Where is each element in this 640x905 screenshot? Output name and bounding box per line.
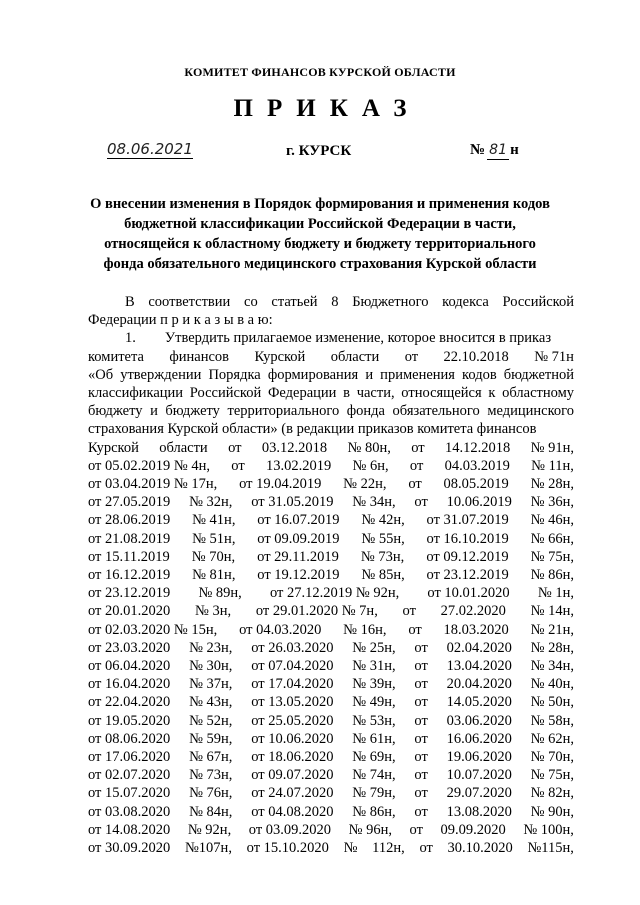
amendment-token: от 03.04.2019 № 17н,	[88, 476, 218, 493]
amendment-token: № 46н,	[530, 512, 574, 529]
amendment-token: 13.08.2020	[446, 803, 512, 820]
amendment-token: от	[411, 439, 425, 456]
amendment-token: от 15.07.2020	[88, 785, 171, 802]
amendment-token: от	[228, 439, 242, 456]
amendment-token: от	[408, 621, 422, 638]
amendment-token: от 10.01.2020	[427, 585, 510, 602]
amendment-token: от	[414, 712, 428, 729]
amendment-token: № 66н,	[530, 530, 574, 547]
amendment-token: от 25.05.2020	[251, 712, 334, 729]
amendment-token: от	[414, 694, 428, 711]
amendment-token: 16.06.2020	[446, 730, 512, 747]
amendment-token: № 14н,	[530, 603, 574, 620]
amendment-token: от 16.10.2019	[426, 530, 509, 547]
amendment-token: 13.02.2019	[265, 457, 332, 474]
amendment-token: от	[414, 494, 428, 511]
amendment-token: № 86н,	[530, 567, 574, 584]
amendment-token: № 21н,	[530, 621, 574, 638]
amendment-token: 10.06.2019	[446, 494, 512, 511]
amendment-token: от 27.05.2019	[88, 494, 171, 511]
amendment-token: № 75н,	[530, 548, 574, 565]
amendment-token: № 86н,	[352, 803, 396, 820]
amendment-token: № 81н,	[192, 567, 236, 584]
amendment-row	[88, 693, 574, 711]
amendment-token: № 100н,	[523, 821, 574, 838]
amendment-token: от 19.04.2019	[239, 476, 322, 493]
amendment-row	[88, 657, 574, 675]
amendment-token: № 11н,	[531, 457, 574, 474]
amendment-token: 27.02.2020	[440, 603, 506, 620]
amendment-token: № 22н,	[343, 476, 387, 493]
amendment-token: № 73н,	[189, 767, 233, 784]
city: г. КУРСК	[286, 143, 352, 159]
handwritten-number: 81	[487, 142, 509, 160]
amendment-row	[88, 784, 574, 802]
row-word: 22.10.2018	[443, 348, 509, 365]
amendment-token: № 16н,	[343, 621, 387, 638]
amendment-token: Курской	[88, 439, 139, 456]
amendment-row	[88, 766, 574, 784]
amendment-token: от 05.02.2019 № 4н,	[88, 457, 210, 474]
amendment-token: от 22.04.2020	[88, 694, 171, 711]
amendment-token: от 31.05.2019	[251, 494, 334, 511]
amendment-token: от 19.05.2020	[88, 712, 171, 729]
amendment-token: № 75н,	[530, 767, 574, 784]
amendment-token: от 23.12.2019	[426, 567, 509, 584]
amendment-token: № 53н,	[352, 712, 396, 729]
amendment-token: от	[231, 457, 245, 474]
amendment-token: от	[408, 476, 422, 493]
amendment-row	[88, 748, 574, 766]
amendment-token: № 28н,	[530, 476, 574, 493]
subject-line: относящейся к областному бюджету и бюджету территориального	[104, 236, 536, 252]
row-word: Курской	[254, 348, 306, 365]
amendment-token: № 39н,	[352, 676, 396, 693]
amendment-token: 30.10.2020	[447, 840, 513, 857]
amendment-token: № 79н,	[352, 785, 396, 802]
amendment-token: от 03.09.2020	[248, 821, 332, 838]
amendment-token: 09.09.2020	[440, 821, 506, 838]
amendment-row	[88, 584, 574, 602]
amendment-token: № 1н,	[537, 585, 574, 602]
amendment-row	[88, 839, 574, 857]
amendment-row	[88, 475, 574, 493]
order-number	[470, 142, 519, 160]
amendment-token: № 25н,	[352, 639, 396, 656]
amendment-token: от	[414, 767, 428, 784]
amendment-token: от 16.04.2020	[88, 676, 171, 693]
amendment-row	[88, 730, 574, 748]
amendment-token: от 14.08.2020	[88, 821, 171, 838]
amendment-token: от 02.03.2020 № 15н,	[88, 621, 218, 638]
amendment-token: 10.07.2020	[446, 767, 512, 784]
amendment-token: № 6н,	[352, 457, 389, 474]
amendment-token: № 91н,	[530, 439, 574, 456]
amendment-token: от 28.06.2019	[88, 512, 171, 529]
amendment-token: № 52н,	[189, 712, 233, 729]
amendment-token: 04.03.2019	[444, 457, 510, 474]
amendment-token: 03.06.2020	[446, 712, 512, 729]
amendment-row	[88, 439, 574, 457]
amendment-token: 13.04.2020	[446, 658, 512, 675]
amendment-token: от 20.01.2020	[88, 603, 171, 620]
order-subject	[80, 194, 560, 274]
amendment-token: № 73н,	[360, 548, 405, 565]
amendment-token: от 09.12.2019	[426, 548, 509, 565]
amendment-token: от 18.06.2020	[251, 749, 334, 766]
amendment-row	[88, 530, 574, 548]
amendment-token: 14.12.2018	[445, 439, 511, 456]
amendment-token: от 08.06.2020	[88, 730, 171, 747]
amendment-token: № 34н,	[530, 658, 574, 675]
amendment-token: от 09.07.2020	[251, 767, 334, 784]
amendment-token: от 23.12.2019	[88, 585, 171, 602]
amendment-token: № 96н,	[348, 821, 392, 838]
order-body	[88, 293, 574, 857]
amendment-token: № 74н,	[352, 767, 396, 784]
amendment-row	[88, 803, 574, 821]
row-word: финансов	[169, 348, 230, 365]
amendment-token: от	[409, 821, 423, 838]
amendment-token: от	[414, 749, 428, 766]
amendment-token: № 28н,	[530, 639, 574, 656]
amendment-row	[88, 639, 574, 657]
amendment-token: от 27.12.2019 № 92н,	[269, 585, 400, 602]
amendment-row	[88, 675, 574, 693]
amendment-token: № 67н,	[189, 749, 233, 766]
item-1-continuation: «Об утверждении Порядка формирования и применения кодов бюджетной классификации Российской Федерации в части, относящейся к областному бюджету и бюджету территориального фонда обязательного медицинского страхования Курской области» (в редакции приказов комитета финансов	[88, 366, 574, 438]
amendment-token: от	[419, 840, 433, 857]
order-date	[107, 141, 217, 159]
amendment-token: № 51н,	[192, 530, 236, 547]
justified-row	[88, 348, 574, 366]
amendment-token: № 89н,	[198, 585, 242, 602]
amendment-token: № 70н,	[530, 749, 574, 766]
amendment-token: № 41н,	[192, 512, 236, 529]
amendment-token: от 03.08.2020	[88, 803, 171, 820]
amendment-token: № 23н,	[189, 639, 233, 656]
amendment-token: 02.04.2020	[446, 639, 512, 656]
amendment-token: от 10.06.2020	[251, 730, 334, 747]
amendment-token: № 59н,	[189, 730, 233, 747]
amendment-token: № 43н,	[189, 694, 233, 711]
item-1-heading: 1. Утвердить прилагаемое изменение, которое вносится в приказ	[125, 330, 552, 347]
row-word: № 71н	[534, 348, 574, 365]
amendment-token: от 31.07.2019	[426, 512, 509, 529]
amendment-token: от 19.12.2019	[257, 567, 340, 584]
amendment-token: от 06.04.2020	[88, 658, 171, 675]
amendment-token: 08.05.2019	[443, 476, 509, 493]
amendment-token: № 85н,	[361, 567, 405, 584]
document-type-title: ПРИКАЗ	[233, 95, 421, 122]
amendment-token: от 21.08.2019	[88, 530, 171, 547]
amendment-token: от 26.03.2020	[251, 639, 334, 656]
amendment-token: от	[414, 676, 428, 693]
amendment-token: № 62н,	[530, 730, 574, 747]
amendment-token: от 07.04.2020	[251, 658, 334, 675]
amendment-token: от 23.03.2020	[88, 639, 171, 656]
amendment-token: № 40н,	[530, 676, 574, 693]
amendment-token: 03.12.2018	[261, 439, 328, 456]
amendment-token: 112н,	[372, 840, 405, 857]
amendment-token: № 80н,	[347, 439, 391, 456]
amendment-token: № 42н,	[361, 512, 405, 529]
amendment-token: от 16.12.2019	[88, 567, 171, 584]
amendment-token: от 16.07.2019	[257, 512, 340, 529]
amendment-token: № 50н,	[530, 694, 574, 711]
amendment-token: № 49н,	[352, 694, 396, 711]
subject-line: О внесении изменения в Порядок формирования и применения кодов	[90, 196, 550, 212]
row-word: от	[404, 348, 419, 365]
amendment-token: от 13.05.2020	[251, 694, 334, 711]
amendment-token: №107н,	[184, 840, 232, 857]
amendment-token: от 15.11.2019	[88, 548, 170, 565]
amendment-token: № 34н,	[352, 494, 396, 511]
amendment-token: № 90н,	[530, 803, 574, 820]
amendment-token: №115н,	[527, 840, 574, 857]
row-word: области	[330, 348, 380, 365]
committee-name: КОМИТЕТ ФИНАНСОВ КУРСКОЙ ОБЛАСТИ	[184, 65, 456, 79]
subject-line: фонда обязательного медицинского страхования Курской области	[103, 256, 537, 272]
amendment-token: от 04.08.2020	[251, 803, 334, 820]
amendment-row	[88, 457, 574, 475]
amendment-token: 19.06.2020	[446, 749, 512, 766]
amendment-token: № 76н,	[189, 785, 233, 802]
intro-paragraph: В соответствии со статьей 8 Бюджетного кодекса Российской Федерации п р и к а з ы в а ю:	[88, 294, 574, 329]
amendment-token: от 17.06.2020	[88, 749, 171, 766]
amendment-token: от	[414, 658, 428, 675]
amendment-list	[88, 439, 574, 858]
amendment-token: от 30.09.2020	[88, 840, 171, 857]
amendment-row	[88, 566, 574, 584]
amendment-token: № 92н,	[187, 821, 232, 838]
number-sign: №	[470, 142, 486, 158]
number-suffix: н	[510, 142, 519, 158]
amendment-row	[88, 493, 574, 511]
amendment-token: 29.07.2020	[446, 785, 512, 802]
amendment-row	[88, 621, 574, 639]
amendment-token: от 02.07.2020	[88, 767, 171, 784]
amendment-token: от 24.07.2020	[251, 785, 334, 802]
subject-line: бюджетной классификации Российской Федерации в части,	[124, 216, 516, 232]
amendment-token: от 17.04.2020	[251, 676, 334, 693]
amendment-token: 18.03.2020	[443, 621, 509, 638]
amendment-row	[88, 821, 574, 839]
row-word: комитета	[88, 348, 144, 365]
amendment-row	[88, 602, 574, 620]
amendment-token: от	[414, 730, 428, 747]
amendment-token: от 29.01.2020 № 7н,	[255, 603, 378, 620]
amendment-token: № 31н,	[352, 658, 396, 675]
amendment-token: 20.04.2020	[446, 676, 512, 693]
amendment-token: от	[402, 603, 416, 620]
amendment-token: от 09.09.2019	[257, 530, 340, 547]
amendment-row	[88, 712, 574, 730]
amendment-token: № 58н,	[530, 712, 574, 729]
amendment-token: № 84н,	[189, 803, 233, 820]
amendment-token: от 15.10.2020	[246, 840, 329, 857]
amendment-row	[88, 511, 574, 529]
handwritten-date: 08.06.2021	[107, 140, 193, 158]
amendment-token: № 37н,	[189, 676, 233, 693]
amendment-token: №	[343, 840, 358, 857]
amendment-token: № 32н,	[189, 494, 233, 511]
amendment-row	[88, 548, 574, 566]
amendment-token: от	[409, 457, 424, 474]
amendment-token: области	[159, 439, 208, 456]
amendment-token: от 29.11.2019	[257, 548, 339, 565]
amendment-token: от	[414, 639, 428, 656]
amendment-token: № 82н,	[530, 785, 574, 802]
amendment-token: № 30н,	[189, 658, 233, 675]
amendment-token: № 61н,	[352, 730, 396, 747]
amendment-token: от 04.03.2020	[239, 621, 322, 638]
amendment-token: от	[414, 803, 428, 820]
amendment-token: 14.05.2020	[446, 694, 512, 711]
amendment-token: № 55н,	[361, 530, 405, 547]
amendment-token: № 36н,	[530, 494, 574, 511]
amendment-token: № 3н,	[195, 603, 232, 620]
amendment-token: от	[414, 785, 428, 802]
amendment-token: № 69н,	[352, 749, 396, 766]
amendment-token: № 70н,	[191, 548, 236, 565]
